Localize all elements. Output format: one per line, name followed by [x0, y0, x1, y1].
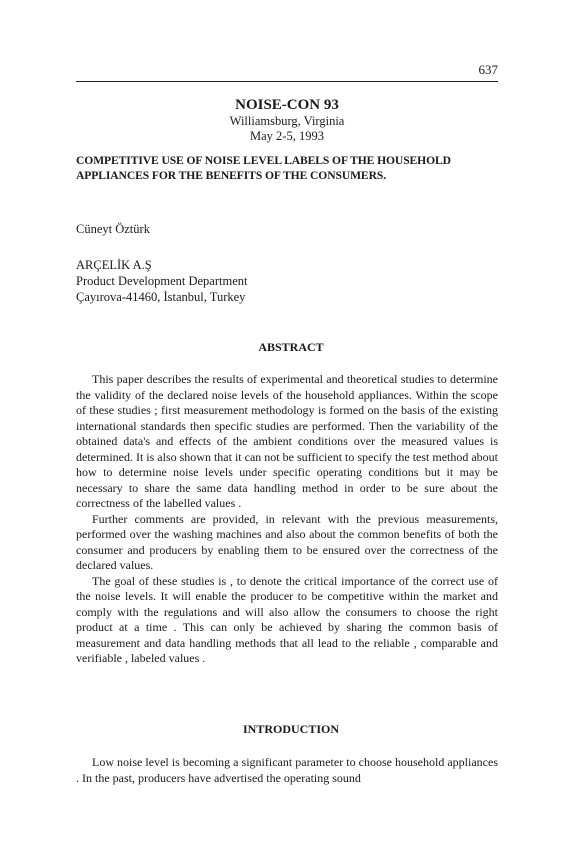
- affiliation: [76, 257, 247, 305]
- title-line: COMPETITIVE USE OF NOISE LEVEL LABELS OF THE HOUSEHOLD: [76, 154, 451, 167]
- affiliation-address: Çayırova-41460, İstanbul, Turkey: [76, 290, 246, 304]
- author-name: Cüneyt Öztürk: [76, 222, 150, 236]
- affiliation-department: Product Development Department: [76, 274, 248, 288]
- page-number: 637: [478, 62, 498, 77]
- paper-title: [76, 153, 501, 183]
- title-line: APPLIANCES FOR THE BENEFITS OF THE CONSUMERS.: [76, 169, 386, 182]
- abstract-paragraph: The goal of these studies is , to denote the critical importance of the correct use of the noise levels. It will enable the producer to be competitive within the market and comply with the regulations and will also allow the consumers to choose the right product at a time . This can only be achieved by sharing the common basis of measurement and data handling methods that all lead to the reliable , comparable and verifiable , labeled values .: [76, 573, 498, 665]
- introduction-paragraph: Low noise level is becoming a significant parameter to choose household appliances . In the past, producers have advertised the operating sound: [76, 755, 498, 785]
- conference-info: [76, 96, 498, 144]
- affiliation-company: ARÇELİK A.Ş: [76, 258, 152, 272]
- abstract-paragraph: This paper describes the results of experimental and theoretical studies to determine the validity of the declared noise levels of the household appliances. Within the scope of these studies ; first measurement methodology is formed on the basis of the existing international standards then specific studies are performed. Then the variability of the obtained data's and effects of the ambient conditions over the measured values is determined. It is also shown that it can not be sufficient to specify the test method about how to determine noise levels under specific operating conditions but it may be necessary to share the same data handling method in order to be sure about the correctness of the labelled values .: [76, 372, 499, 510]
- header-rule: [76, 81, 498, 82]
- introduction-heading: INTRODUCTION: [242, 722, 339, 736]
- abstract-paragraph: Further comments are provided, in relevant with the previous measurements, performed over the washing machines and also about the common benefits of both the consumer and producers by enabling them to be ensured over the correctness of the declared values.: [76, 511, 498, 572]
- conference-location: Williamsburg, Virginia: [229, 114, 345, 128]
- introduction-body: [76, 755, 498, 786]
- conference-date: May 2-5, 1993: [250, 129, 324, 143]
- conference-name: NOISE-CON 93: [235, 97, 339, 113]
- abstract-heading: ABSTRACT: [258, 340, 324, 354]
- abstract-body: [76, 372, 498, 667]
